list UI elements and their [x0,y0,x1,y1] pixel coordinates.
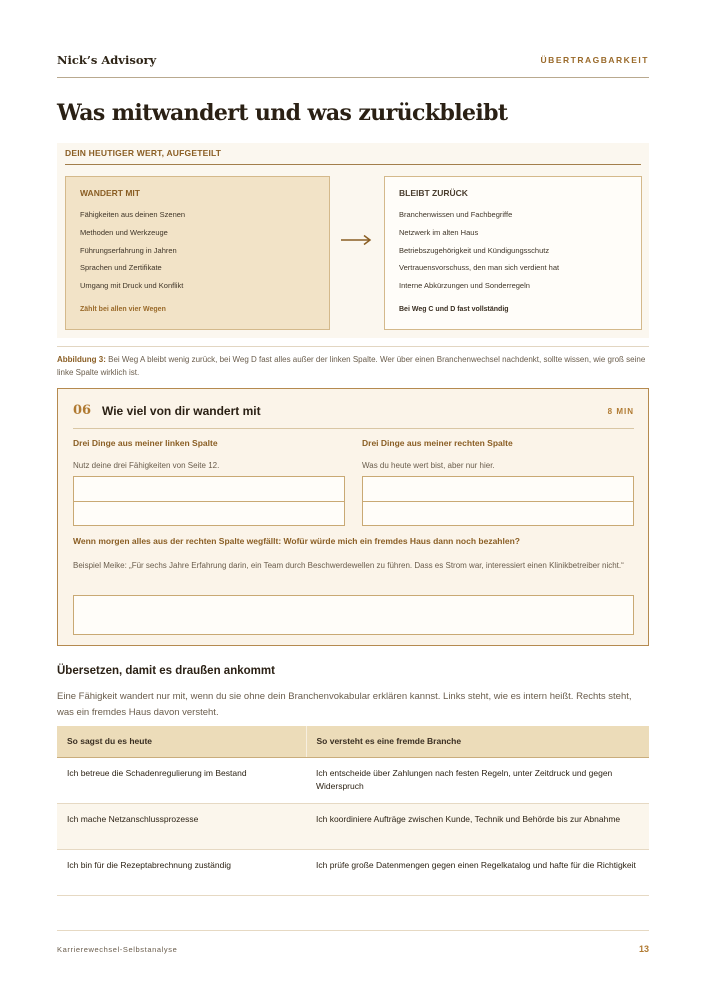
arrow-right-icon [340,234,374,246]
exercise-title: Wie viel von dir wandert mit [102,404,261,418]
exercise-question: Wenn morgen alles aus der rechten Spalte wegfällt: Wofür würde mich ein fremdes Haus dann noch bezahlen? [73,536,520,546]
list-item: Führungserfahrung in Jahren [80,245,177,255]
section-tag: ÜBERTRAGBARKEIT [540,55,649,65]
page-footer [57,930,649,960]
left-column-hint: Nutz deine drei Fähigkeiten von Seite 12. [73,461,220,470]
exercise-number: 06 [73,403,92,418]
table-cell: Ich betreue die Schadenregulierung im Bestand [57,757,306,803]
question-answer-field[interactable] [73,595,634,635]
exercise-card [57,388,649,646]
page-title: Was mitwandert und was zurückbleibt [57,100,508,126]
table-cell: Ich mache Netzanschlussprozesse [57,803,306,849]
footer-title: Karrierewechsel-Selbstanalyse [57,945,178,954]
page-header [57,52,649,78]
exercise-duration: 8 MIN [607,407,634,416]
table-cell: Ich bin für die Rezeptabrechnung zuständig [57,849,306,895]
exercise-header [73,402,634,429]
table-cell: Ich entscheide über Zahlungen nach festen Regeln, unter Zeitdruck und gegen Widerspruch [306,757,649,803]
stays-behind-footer: Bei Weg C und D fast vollständig [399,306,509,313]
list-item: Interne Abkürzungen und Sonderregeln [399,281,530,291]
translation-table [57,726,649,896]
translate-intro: Eine Fähigkeit wandert nur mit, wenn du sie ohne dein Branchenvokabular erklären kannst. Links steht, wie es intern heißt. Rechts steht, was ein fremdes Haus davon versteht. [57,691,632,718]
list-item: Betriebszugehörigkeit und Kündigungsschutz [399,245,550,255]
field-divider [74,501,344,502]
right-answer-field[interactable] [362,476,634,526]
list-item: Netzwerk im alten Haus [399,227,479,237]
travels-along-list [80,210,185,299]
stays-behind-title: BLEIBT ZURÜCK [399,188,468,198]
value-split-figure [57,143,649,338]
caption-label: Abbildung 3: [57,355,106,364]
column-header: So versteht es eine fremde Branche [306,726,649,757]
field-divider [363,501,633,502]
caption-text: Bei Weg A bleibt wenig zurück, bei Weg D fast alles außer der linken Spalte. Wer über einen Branchenwechsel nachdenkt, sollte wissen, wie groß seine linke Spalte wirklich ist. [57,355,646,377]
travels-along-box [65,176,330,330]
table-header-row [57,726,649,757]
column-header: So sagst du es heute [57,726,306,757]
figure-caption [57,353,649,379]
list-item: Branchenwissen und Fachbegriffe [399,210,513,219]
right-column-heading: Drei Dinge aus meiner rechten Spalte [362,438,513,448]
brand-name: Nick’s Advisory [57,53,157,67]
table-row [57,803,649,849]
exercise-example: Beispiel Meike: „Für sechs Jahre Erfahrung darin, ein Team durch Beschwerdewellen zu führen. Dass es Strom war, interessiert einen Klinikbetreiber nicht.“ [73,561,624,570]
list-item: Methoden und Werkzeuge [80,227,168,237]
list-item: Fähigkeiten aus deinen Szenen [80,210,186,219]
table-cell: Ich prüfe große Datenmengen gegen einen Regelkatalog und hafte für die Richtigkeit [306,849,649,895]
caption-divider [57,346,649,347]
travels-along-title: WANDERT MIT [80,188,140,198]
list-item: Vertrauensvorschuss, den man sich verdient hat [399,263,560,273]
table-cell: Ich koordiniere Aufträge zwischen Kunde, Technik und Behörde bis zur Abnahme [306,803,649,849]
page-number: 13 [638,944,649,954]
list-item: Sprachen und Zertifikate [80,263,162,273]
travels-along-footer: Zählt bei allen vier Wegen [80,306,166,313]
right-column-hint: Was du heute wert bist, aber nur hier. [362,461,495,470]
left-column-heading: Drei Dinge aus meiner linken Spalte [73,438,218,448]
stays-behind-box [384,176,642,330]
list-item: Umgang mit Druck und Konflikt [80,281,184,291]
stays-behind-list [399,210,559,299]
table-row [57,757,649,803]
figure-heading: DEIN HEUTIGER WERT, AUFGETEILT [65,148,641,165]
left-answer-field[interactable] [73,476,345,526]
translate-heading: Übersetzen, damit es draußen ankommt [57,665,275,677]
table-row [57,849,649,895]
